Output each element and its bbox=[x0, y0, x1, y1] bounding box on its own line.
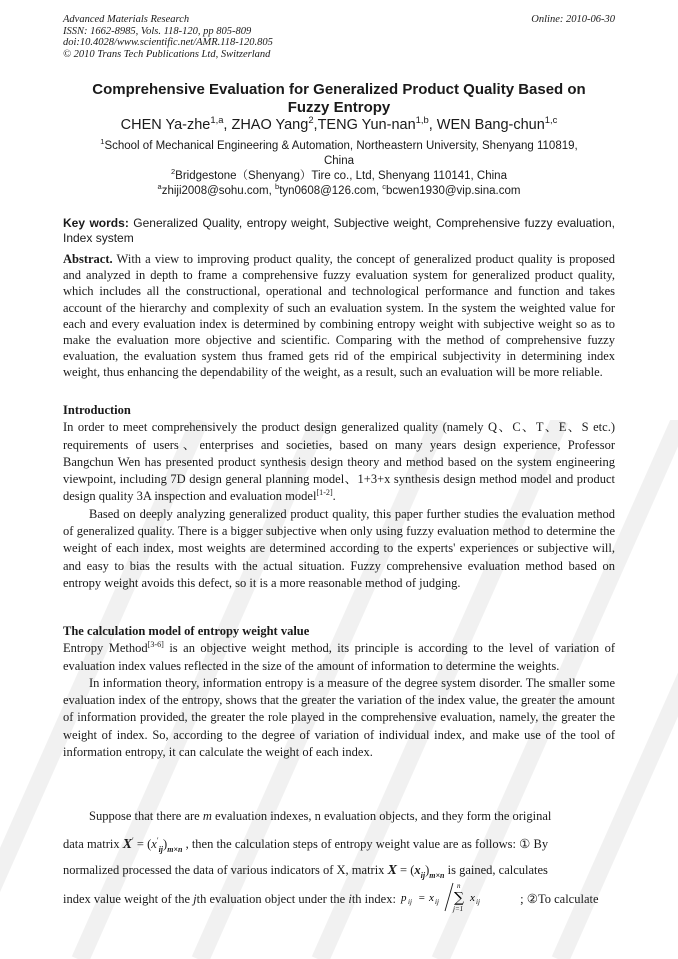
entropy-paragraph-2: In information theory, information entropy is a measure of the degree system disorder. The smaller some evaluation index of the entropy, shows that the greater the variation of the index value, the greater the amount of information provided, the greater the role played in the comprehensive evaluation, namely, the greater the weight of index. So, according to the degree of variation of individual index, and make use of the tool of information entropy, it can calculate the weight of each index. bbox=[63, 675, 615, 760]
author-wen: , WEN Bang-chun bbox=[428, 117, 545, 133]
abstract bbox=[63, 251, 615, 381]
svg-text:∑: ∑ bbox=[454, 890, 465, 906]
affiliation-1 bbox=[60, 139, 618, 154]
journal-header bbox=[63, 14, 615, 60]
p3-var-i: i bbox=[348, 892, 352, 906]
p3-var-m: m bbox=[202, 809, 212, 823]
keywords bbox=[63, 216, 615, 245]
p3-text-d: , then the calculation steps of entropy weight value are as follows: ① By bbox=[182, 837, 549, 851]
email-b-marker: b bbox=[275, 182, 280, 192]
p3-var-j: j bbox=[193, 892, 197, 906]
paper-title bbox=[40, 81, 638, 117]
author-teng: ,TENG Yun-nan bbox=[313, 117, 416, 133]
doi-line: doi:10.4028/www.scientific.net/AMR.118-120.805 bbox=[63, 37, 273, 49]
email-line bbox=[60, 184, 618, 199]
introduction-paragraph-2: Based on deeply analyzing generalized product quality, this paper further studies the evaluation method of generalized quality. There is a bigger subjective when only using fuzzy evaluation method to determine the weight of each index, most weights are determined according to the experts' experiences or subjective will, and easy to bias the results with the actual situation. Fuzzy comprehensive evaluation method based on entropy weight avoids this defect, so it is a more reasonable method of judging. bbox=[63, 506, 615, 590]
author-zhao-affil: 2 bbox=[308, 114, 314, 126]
affiliation-2 bbox=[60, 169, 618, 184]
author-zhao: , ZHAO Yang bbox=[223, 117, 309, 133]
entropy-p1-start: Entropy Method bbox=[63, 641, 148, 656]
p3-text-e: normalized processed the data of various indicators of X, matrix bbox=[63, 863, 388, 877]
author-teng-affil: 1,b bbox=[415, 114, 429, 126]
introduction-heading: Introduction bbox=[63, 403, 131, 417]
keywords-label: Key words: bbox=[63, 216, 129, 230]
affiliations bbox=[60, 139, 618, 199]
formula-line-3 bbox=[63, 862, 615, 884]
entropy-p1-text: is an objective weight method, its principle is according to the level of variation of evaluation index values reflected in the size of the amount of information to determine the weights. bbox=[63, 641, 615, 673]
svg-text:x: x bbox=[470, 892, 475, 904]
entropy-heading: The calculation model of entropy weight value bbox=[63, 624, 310, 638]
journal-name: Advanced Materials Research bbox=[63, 14, 190, 25]
author-chen-affil: 1,a bbox=[210, 114, 224, 126]
abstract-label: Abstract. bbox=[63, 252, 113, 266]
p3-text-b: evaluation indexes, n evaluation objects, and they form the original bbox=[211, 809, 552, 823]
email-c: bcwen1930@vip.sina.com bbox=[386, 185, 521, 197]
intro-p1-text: In order to meet comprehensively the product design generalized quality (namely Q、C、T、E、S etc.) requirements of users、enterprises and societies, based on many years design experience, Professor Bangchun Wen has presented product synthesis design theory and method based on the system engineering viewpoint, including 7D design general planning model、1+3+x synthesis design method model and product design quality 3A inspection and evaluation model bbox=[63, 420, 615, 504]
svg-text:n: n bbox=[457, 882, 461, 890]
author-wen-affil: 1,c bbox=[544, 114, 558, 126]
introduction-section bbox=[63, 402, 615, 592]
affiliation-1-marker: 1 bbox=[100, 137, 105, 147]
p3-text-k: th index: bbox=[351, 892, 400, 906]
affiliation-1-country: China bbox=[323, 155, 355, 167]
formula-line-1 bbox=[63, 808, 615, 825]
author-chen: CHEN Ya-zhe bbox=[120, 117, 211, 133]
svg-text:ij: ij bbox=[435, 898, 439, 906]
entropy-paragraph-1 bbox=[63, 640, 615, 675]
abstract-text: With a view to improving product quality, the concept of generalized product quality is proposed and analyzed in depth to frame a comprehensive fuzzy evaluation system for generalized product quality, which includes all the constructional, operational and technological performance and function and takes account of the hierarchy and complexity of such an evaluation system. In the system the weighted value for each and every evaluation index is determined by combining entropy weight with subjective weight so as to make the evaluation more objective and scientific. Comparing with the method of comprehensive fuzzy evaluation, the evaluation system thus framed gets rid of the empirical subjectivity in determining index weight, thus enhancing the dependability of the weight, as a result, such an evaluation will be more reliable. bbox=[63, 252, 615, 380]
author-list bbox=[40, 116, 638, 134]
normalized-matrix-formula: $X = (x_{ij})_{m\times n}$ bbox=[387, 863, 445, 880]
svg-text:p: p bbox=[401, 892, 407, 904]
entropy-section bbox=[63, 623, 615, 761]
weight-formula bbox=[399, 882, 517, 917]
p3-text-f: is gained, calculates bbox=[444, 863, 548, 877]
svg-text:ij: ij bbox=[408, 898, 412, 906]
p3-text-g: index value weight of the bbox=[63, 892, 194, 906]
original-matrix-formula: $X' = (x'_{ij})_{m\times n}$ bbox=[122, 835, 183, 854]
email-c-marker: c bbox=[382, 182, 387, 192]
svg-text:j=1: j=1 bbox=[453, 905, 464, 913]
title-line-2: Fuzzy Entropy bbox=[287, 99, 391, 116]
issn-line: ISSN: 1662-8985, Vols. 118-120, pp 805-809 bbox=[63, 25, 252, 37]
svg-text:ij: ij bbox=[476, 898, 480, 906]
introduction-paragraph-1 bbox=[63, 419, 615, 505]
online-date: Online: 2010-06-30 bbox=[531, 14, 615, 25]
keywords-text: Generalized Quality, entropy weight, Subjective weight, Comprehensive fuzzy evaluation, Index system bbox=[63, 216, 615, 245]
svg-text:x: x bbox=[429, 892, 434, 904]
email-b: tyn0608@126.com, bbox=[279, 185, 383, 197]
title-line-1: Comprehensive Evaluation for Generalized Product Quality Based on bbox=[92, 81, 586, 98]
p3-text-l: ; ②To calculate bbox=[517, 892, 599, 906]
entropy-p1-citation: [3-6] bbox=[147, 640, 164, 650]
email-a-marker: a bbox=[157, 182, 162, 192]
svg-text:=: = bbox=[418, 892, 426, 904]
intro-p1-citation: [1-2] bbox=[316, 488, 333, 498]
p3-text-h: th evaluation object under the bbox=[196, 892, 349, 906]
p3-text-c: data matrix bbox=[63, 837, 123, 851]
formula-line-2 bbox=[63, 836, 615, 858]
email-a: zhiji2008@sohu.com, bbox=[161, 185, 276, 197]
affiliation-2-text: Bridgestone（Shenyang）Tire co., Ltd, Shenyang 110141, China bbox=[175, 170, 507, 182]
formula-line-4 bbox=[63, 882, 615, 917]
affiliation-1-text: School of Mechanical Engineering & Automation, Northeastern University, Shenyang 110819, bbox=[104, 140, 578, 152]
intro-p1-end: . bbox=[332, 489, 336, 504]
copyright-line: © 2010 Trans Tech Publications Ltd, Switzerland bbox=[63, 48, 271, 60]
affiliation-2-marker: 2 bbox=[171, 167, 176, 177]
p3-text-a: Suppose that there are bbox=[89, 809, 203, 823]
